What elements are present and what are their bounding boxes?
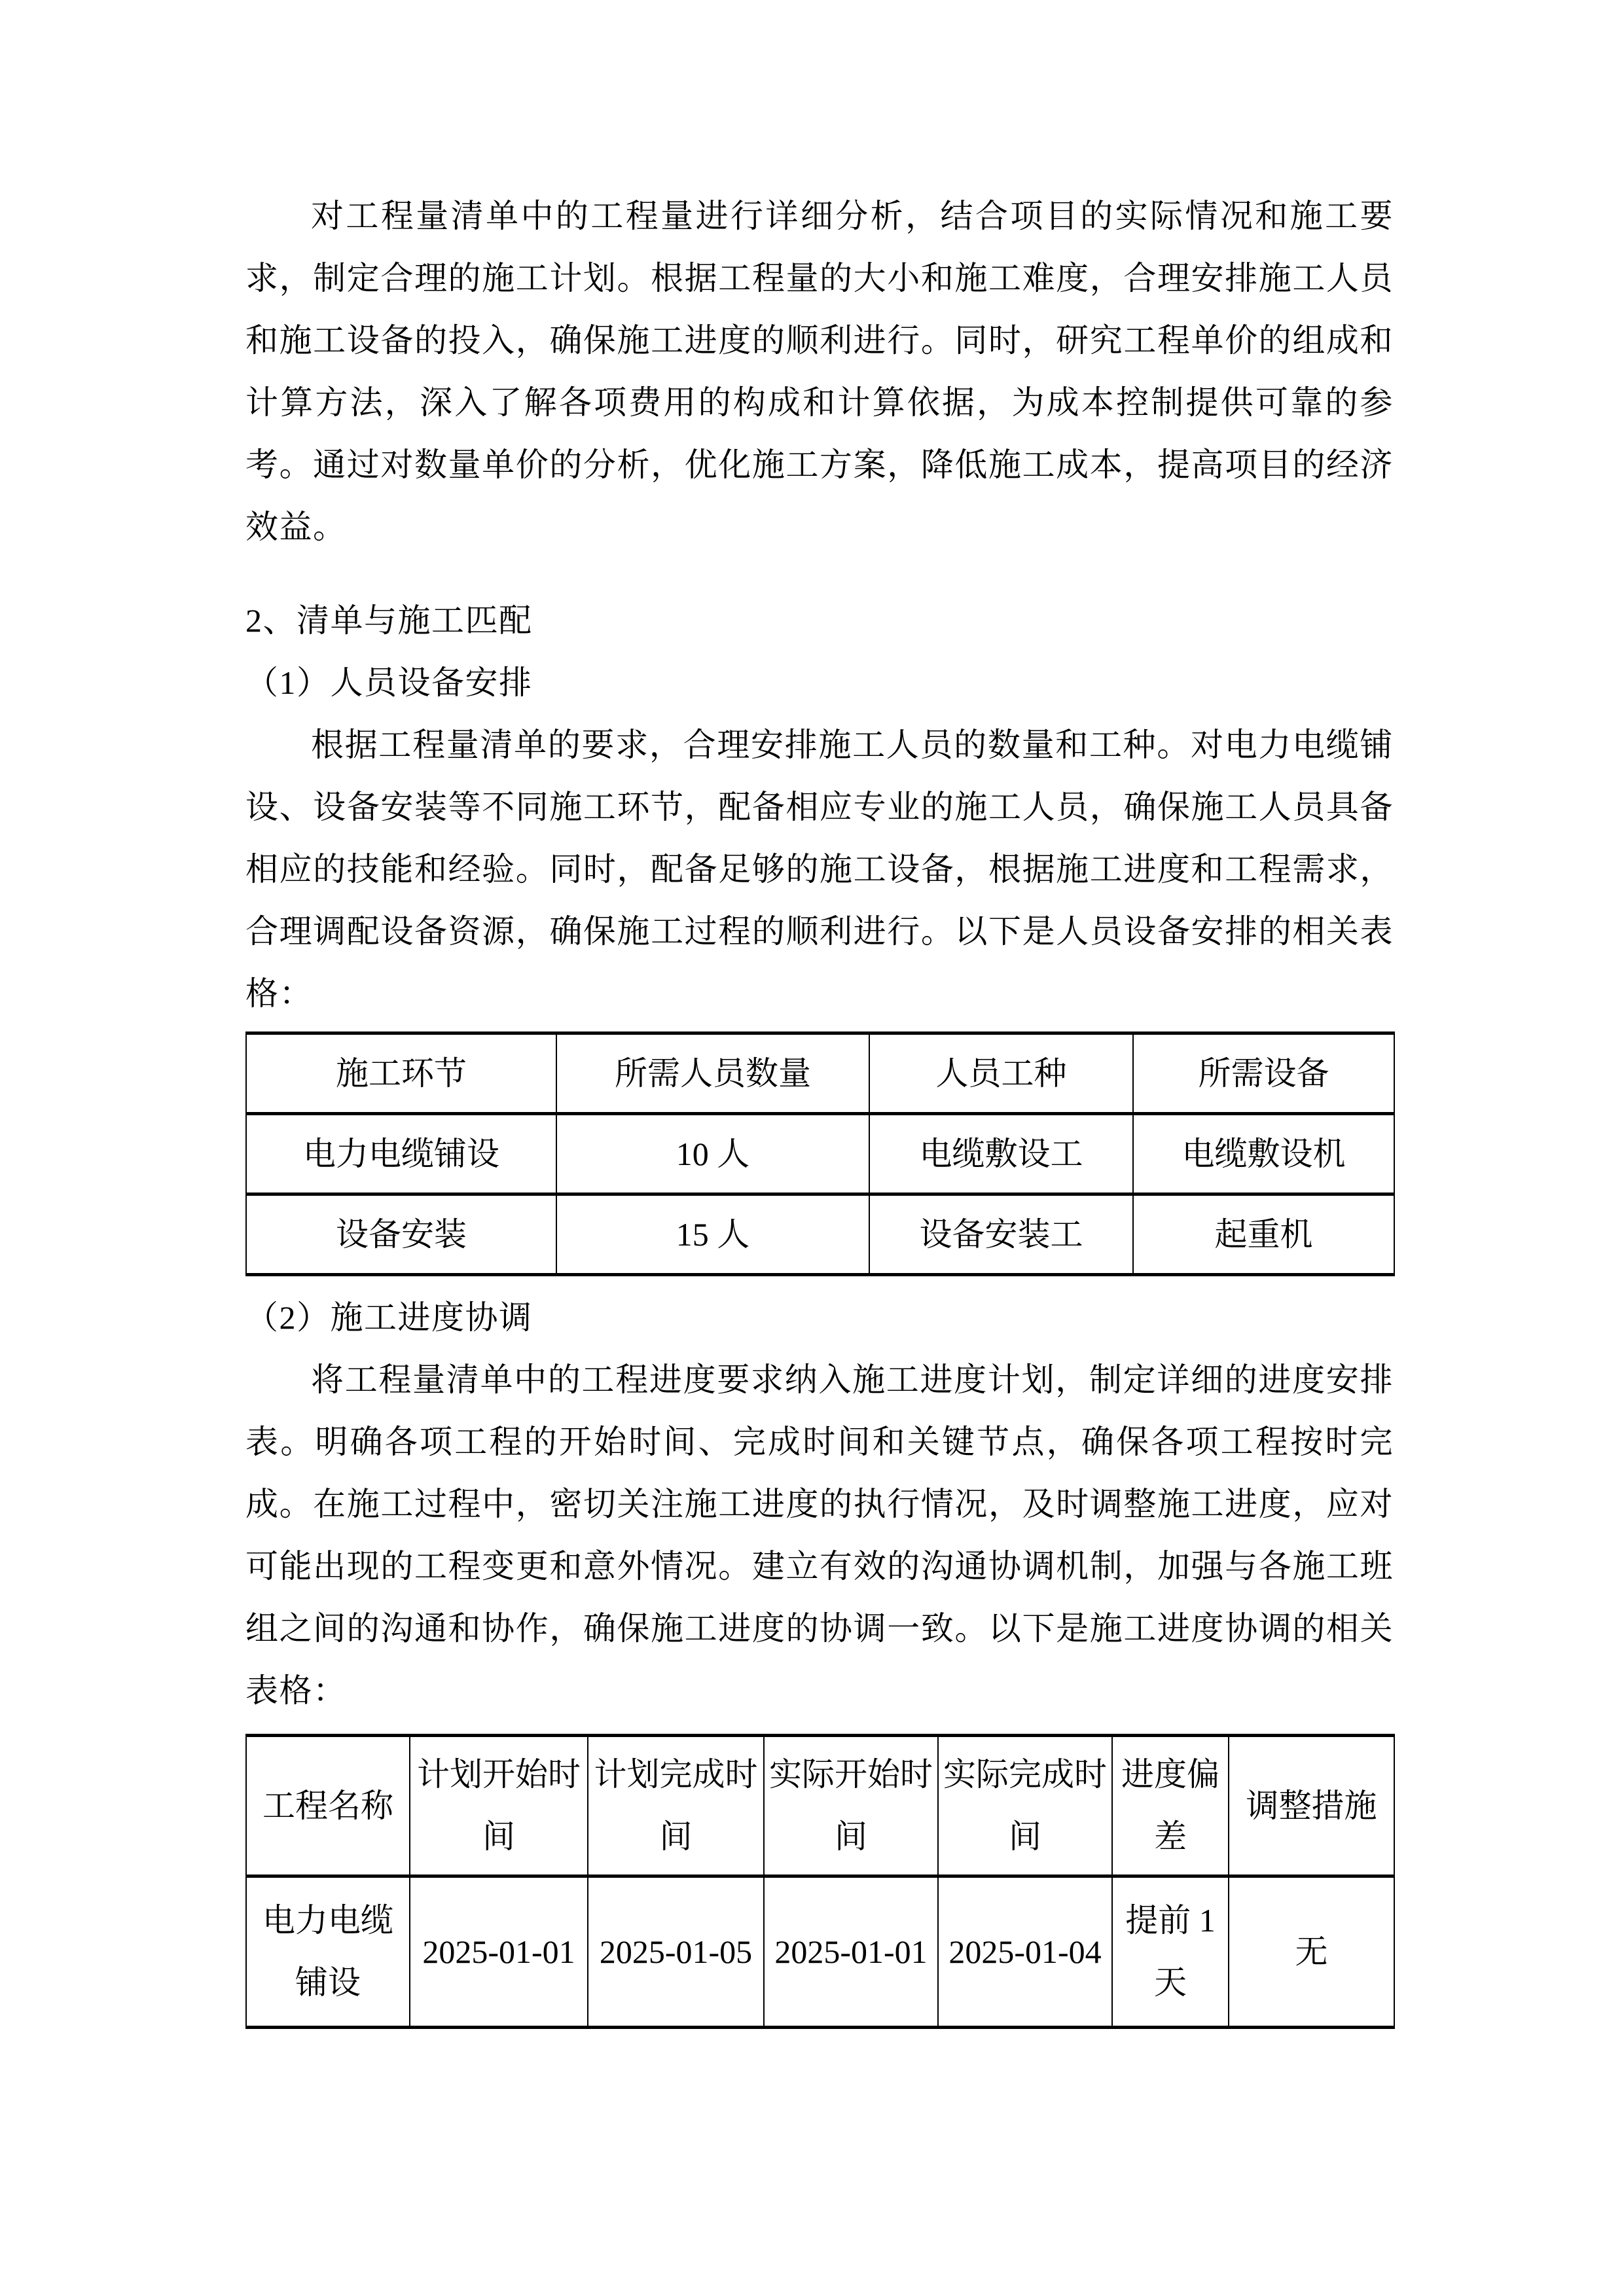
cell-planned-start: 2025-01-01 <box>410 1876 588 2028</box>
schedule-coordination-table <box>245 1734 1395 2029</box>
header-cell-actual-finish: 实际完成时间 <box>938 1736 1112 1876</box>
subsection-heading-schedule-coordination: （2）施工进度协调 <box>245 1299 533 1336</box>
cell-personnel-trade: 电缆敷设工 <box>869 1114 1133 1194</box>
cell-actual-start: 2025-01-01 <box>764 1876 938 2028</box>
section-heading-list-construction-match: 2、清单与施工匹配 <box>245 602 533 639</box>
cell-project-name: 电力电缆铺设 <box>246 1876 410 2028</box>
table-header-row <box>246 1033 1394 1114</box>
header-cell-schedule-deviation: 进度偏差 <box>1112 1736 1229 1876</box>
cell-personnel-count: 10 人 <box>556 1114 869 1194</box>
paragraph-personnel-equipment: 根据工程量清单的要求，合理安排施工人员的数量和工种。对电力电缆铺设、设备安装等不同施工环节，配备相应专业的施工人员，确保施工人员具备相应的技能和经验。同时，配备足够的施工设备，根据施工进度和工程需求，合理调配设备资源，确保施工过程的顺利进行。以下是人员设备安排的相关表格： <box>245 726 1394 1012</box>
header-cell-planned-start: 计划开始时间 <box>410 1736 588 1876</box>
cell-personnel-count: 15 人 <box>556 1194 869 1275</box>
cell-adjustment-measures: 无 <box>1229 1876 1394 2028</box>
header-cell-adjustment-measures: 调整措施 <box>1229 1736 1394 1876</box>
subsection-heading-personnel-equipment: （1）人员设备安排 <box>245 664 533 701</box>
cell-construction-step: 电力电缆铺设 <box>246 1114 556 1194</box>
cell-construction-step: 设备安装 <box>246 1194 556 1275</box>
cell-equipment: 电缆敷设机 <box>1133 1114 1394 1194</box>
header-cell-construction-step: 施工环节 <box>246 1033 556 1114</box>
cell-equipment: 起重机 <box>1133 1194 1394 1275</box>
personnel-equipment-table <box>245 1031 1395 1276</box>
header-cell-personnel-trade: 人员工种 <box>869 1033 1133 1114</box>
cell-schedule-deviation: 提前 1 天 <box>1112 1876 1229 2028</box>
table-header-row <box>246 1736 1394 1876</box>
header-cell-personnel-count: 所需人员数量 <box>556 1033 869 1114</box>
cell-planned-finish: 2025-01-05 <box>588 1876 764 2028</box>
header-cell-project-name: 工程名称 <box>246 1736 410 1876</box>
header-cell-actual-start: 实际开始时间 <box>764 1736 938 1876</box>
cell-personnel-trade: 设备安装工 <box>869 1194 1133 1275</box>
cell-actual-finish: 2025-01-04 <box>938 1876 1112 2028</box>
table-row <box>246 1876 1394 2028</box>
header-cell-planned-finish: 计划完成时间 <box>588 1736 764 1876</box>
paragraph-quantity-analysis: 对工程量清单中的工程量进行详细分析，结合项目的实际情况和施工要求，制定合理的施工计划。根据工程量的大小和施工难度，合理安排施工人员和施工设备的投入，确保施工进度的顺利进行。同时，研究工程单价的组成和计算方法，深入了解各项费用的构成和计算依据，为成本控制提供可靠的参考。通过对数量单价的分析，优化施工方案，降低施工成本，提高项目的经济效益。 <box>245 198 1394 545</box>
table-row <box>246 1194 1394 1275</box>
table-row <box>246 1114 1394 1194</box>
header-cell-equipment: 所需设备 <box>1133 1033 1394 1114</box>
paragraph-schedule-coordination: 将工程量清单中的工程进度要求纳入施工进度计划，制定详细的进度安排表。明确各项工程的开始时间、完成时间和关键节点，确保各项工程按时完成。在施工过程中，密切关注施工进度的执行情况，及时调整施工进度，应对可能出现的工程变更和意外情况。建立有效的沟通协调机制，加强与各施工班组之间的沟通和协作，确保施工进度的协调一致。以下是施工进度协调的相关表格： <box>245 1361 1394 1709</box>
